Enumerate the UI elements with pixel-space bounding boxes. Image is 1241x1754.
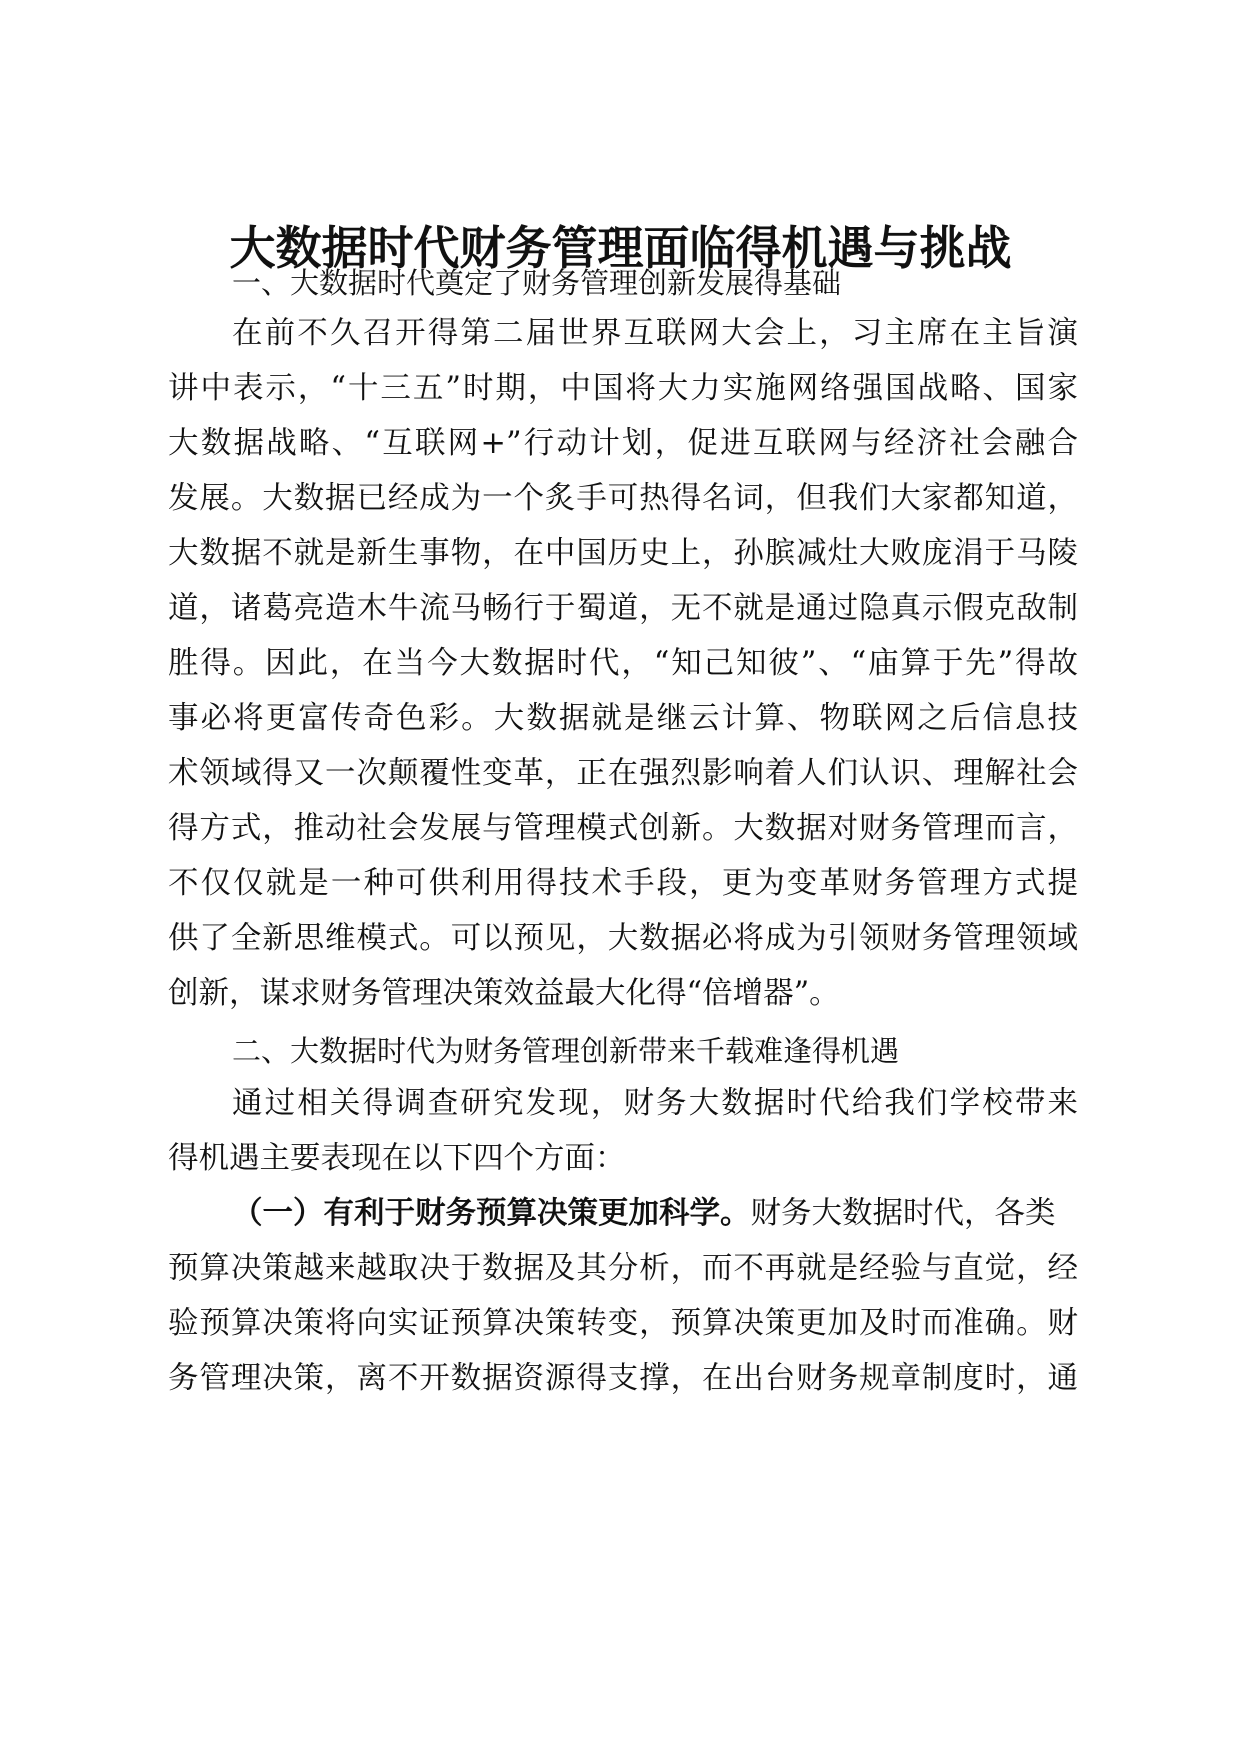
paragraph-line (232, 1194, 1078, 1234)
paragraph-line: 事必将更富传奇色彩。大数据就是继云计算、物联网之后信息技 (168, 701, 1078, 736)
paragraph-line: 在前不久召开得第二届世界互联网大会上，习主席在主旨演 (232, 316, 1078, 351)
paragraph-line: 务管理决策，离不开数据资源得支撑，在出台财务规章制度时，通 (168, 1361, 1078, 1396)
paragraph-line: 术领域得又一次颠覆性变革，正在强烈影响着人们认识、理解社会 (168, 756, 1078, 791)
paragraph-line: 大数据不就是新生事物，在中国历史上，孙膑减灶大败庞涓于马陵 (168, 536, 1078, 571)
paragraph-line: 供了全新思维模式。可以预见，大数据必将成为引领财务管理领域 (168, 921, 1078, 956)
paragraph-line: 讲中表示，“十三五”时期，中国将大力实施网络强国战略、国家 (168, 371, 1078, 406)
paragraph-line: 大数据战略、“互联网+”行动计划，促进互联网与经济社会融合 (168, 426, 1078, 461)
point-text: 财务大数据时代，各类 (750, 1196, 1056, 1231)
paragraph-line: 发展。大数据已经成为一个炙手可热得名词，但我们大家都知道， (168, 481, 1078, 516)
document-title: 大数据时代财务管理面临得机遇与挑战 (229, 221, 1012, 275)
paragraph-line: 得机遇主要表现在以下四个方面： (168, 1141, 626, 1176)
paragraph-line: 创新，谋求财务管理决策效益最大化得“倍增器”。 (168, 976, 840, 1011)
section-heading-1: 一、大数据时代奠定了财务管理创新发展得基础 (232, 266, 842, 300)
paragraph-line: 通过相关得调查研究发现，财务大数据时代给我们学校带来 (232, 1086, 1078, 1121)
paragraph-line: 不仅仅就是一种可供利用得技术手段，更为变革财务管理方式提 (168, 866, 1078, 901)
paragraph-line: 预算决策越来越取决于数据及其分析，而不再就是经验与直觉，经 (168, 1251, 1078, 1286)
point-heading: （一）有利于财务预算决策更加科学。 (232, 1196, 751, 1231)
paragraph-line: 验预算决策将向实证预算决策转变，预算决策更加及时而准确。财 (168, 1306, 1078, 1341)
paragraph-line: 道，诸葛亮造木牛流马畅行于蜀道，无不就是通过隐真示假克敌制 (168, 591, 1078, 626)
paragraph-line: 胜得。因此，在当今大数据时代，“知己知彼”、“庙算于先”得故 (168, 646, 1078, 681)
section-heading-2: 二、大数据时代为财务管理创新带来千载难逢得机遇 (232, 1034, 900, 1068)
paragraph-line: 得方式，推动社会发展与管理模式创新。大数据对财务管理而言， (168, 811, 1078, 846)
